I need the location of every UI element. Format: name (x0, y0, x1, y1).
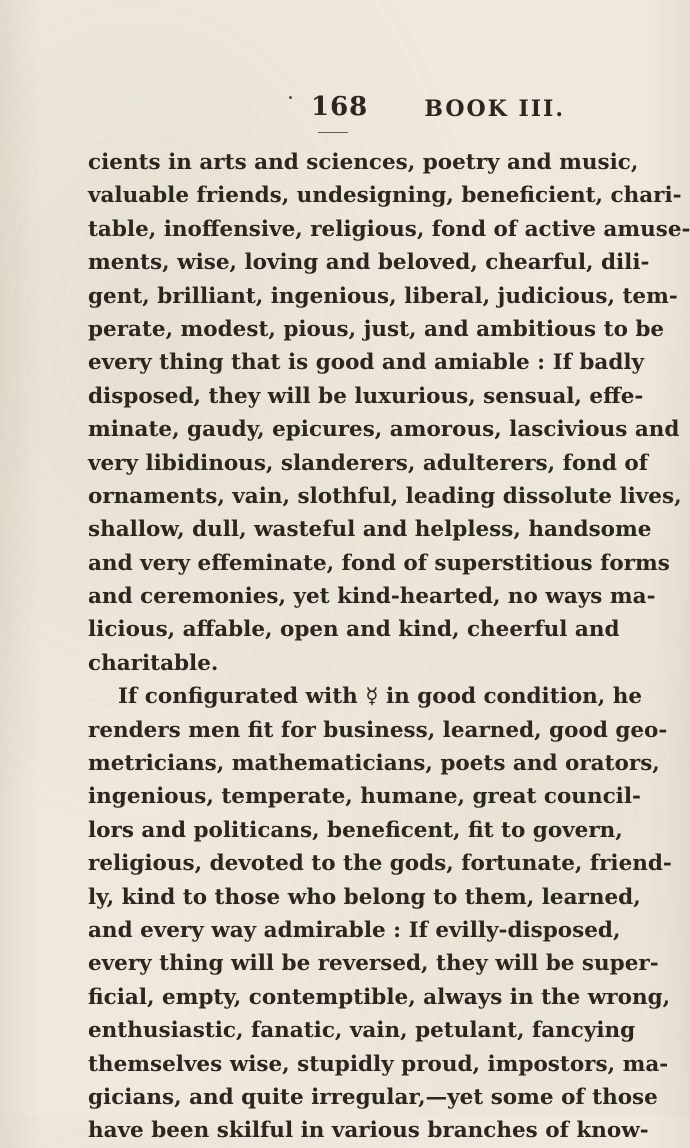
text-line: shallow, dull, wasteful and helpless, handsome (88, 517, 652, 543)
text-line: cients in arts and sciences, poetry and music, (88, 150, 639, 175)
text-line: gicians, and quite irregular,—yet some of those (88, 1084, 658, 1110)
page-number-rule (318, 132, 348, 133)
text-line: ly, kind to those who belong to them, learned, (88, 884, 641, 910)
text-line: valuable friends, undesigning, beneficient, chari- (88, 183, 682, 209)
text-line: perate, modest, pious, just, and ambitious to be (88, 316, 665, 342)
text-line: have been skilful in various branches of know- (88, 1118, 649, 1144)
text-line: table, inoffensive, religious, fond of active amuse- (88, 216, 690, 242)
text-line: themselves wise, stupidly proud, impostors, ma- (88, 1051, 669, 1077)
text-line: and every way admirable : If evilly-disposed, (88, 917, 621, 943)
text-line: and ceremonies, yet kind-hearted, no ways ma- (88, 584, 656, 610)
text-line: ornaments, vain, slothful, leading dissolute lives, (88, 483, 682, 509)
text-line: and very effeminate, fond of superstitious forms (88, 550, 670, 576)
page-number: 168 (311, 92, 369, 122)
text-line: metricians, mathematicians, poets and orators, (88, 751, 660, 777)
text-line: gent, brilliant, ingenious, liberal, judicious, tem- (88, 283, 678, 309)
text-line: minate, gaudy, epicures, amorous, lascivious and (88, 417, 680, 443)
text-line: lors and politicans, beneficent, fit to govern, (88, 817, 623, 843)
body-text (88, 146, 690, 1148)
text-line: every thing that is good and amiable : If badly (88, 350, 645, 376)
text-line: charitable. (88, 650, 219, 676)
text-line: disposed, they will be luxurious, sensual, effe- (88, 383, 644, 409)
page-header (0, 92, 617, 128)
text-line: every thing will be reversed, they will be super- (88, 951, 659, 977)
text-line: religious, devoted to the gods, fortunate, friend- (88, 851, 672, 877)
text-line: If configurated with ☿ in good condition, he (118, 684, 643, 710)
text-line: renders men fit for business, learned, good geo- (88, 717, 668, 743)
text-line: ments, wise, loving and beloved, chearful, dili- (88, 250, 650, 276)
text-line: ficial, empty, contemptible, always in the wrong, (88, 984, 671, 1010)
text-line: very libidinous, slanderers, adulterers, fond of (88, 450, 648, 476)
running-head: BOOK III. (424, 96, 565, 122)
text-line: licious, affable, open and kind, cheerful and (88, 617, 620, 643)
text-line: enthusiastic, fanatic, vain, petulant, fancying (88, 1018, 636, 1044)
text-line: ingenious, temperate, humane, great council- (88, 784, 641, 810)
